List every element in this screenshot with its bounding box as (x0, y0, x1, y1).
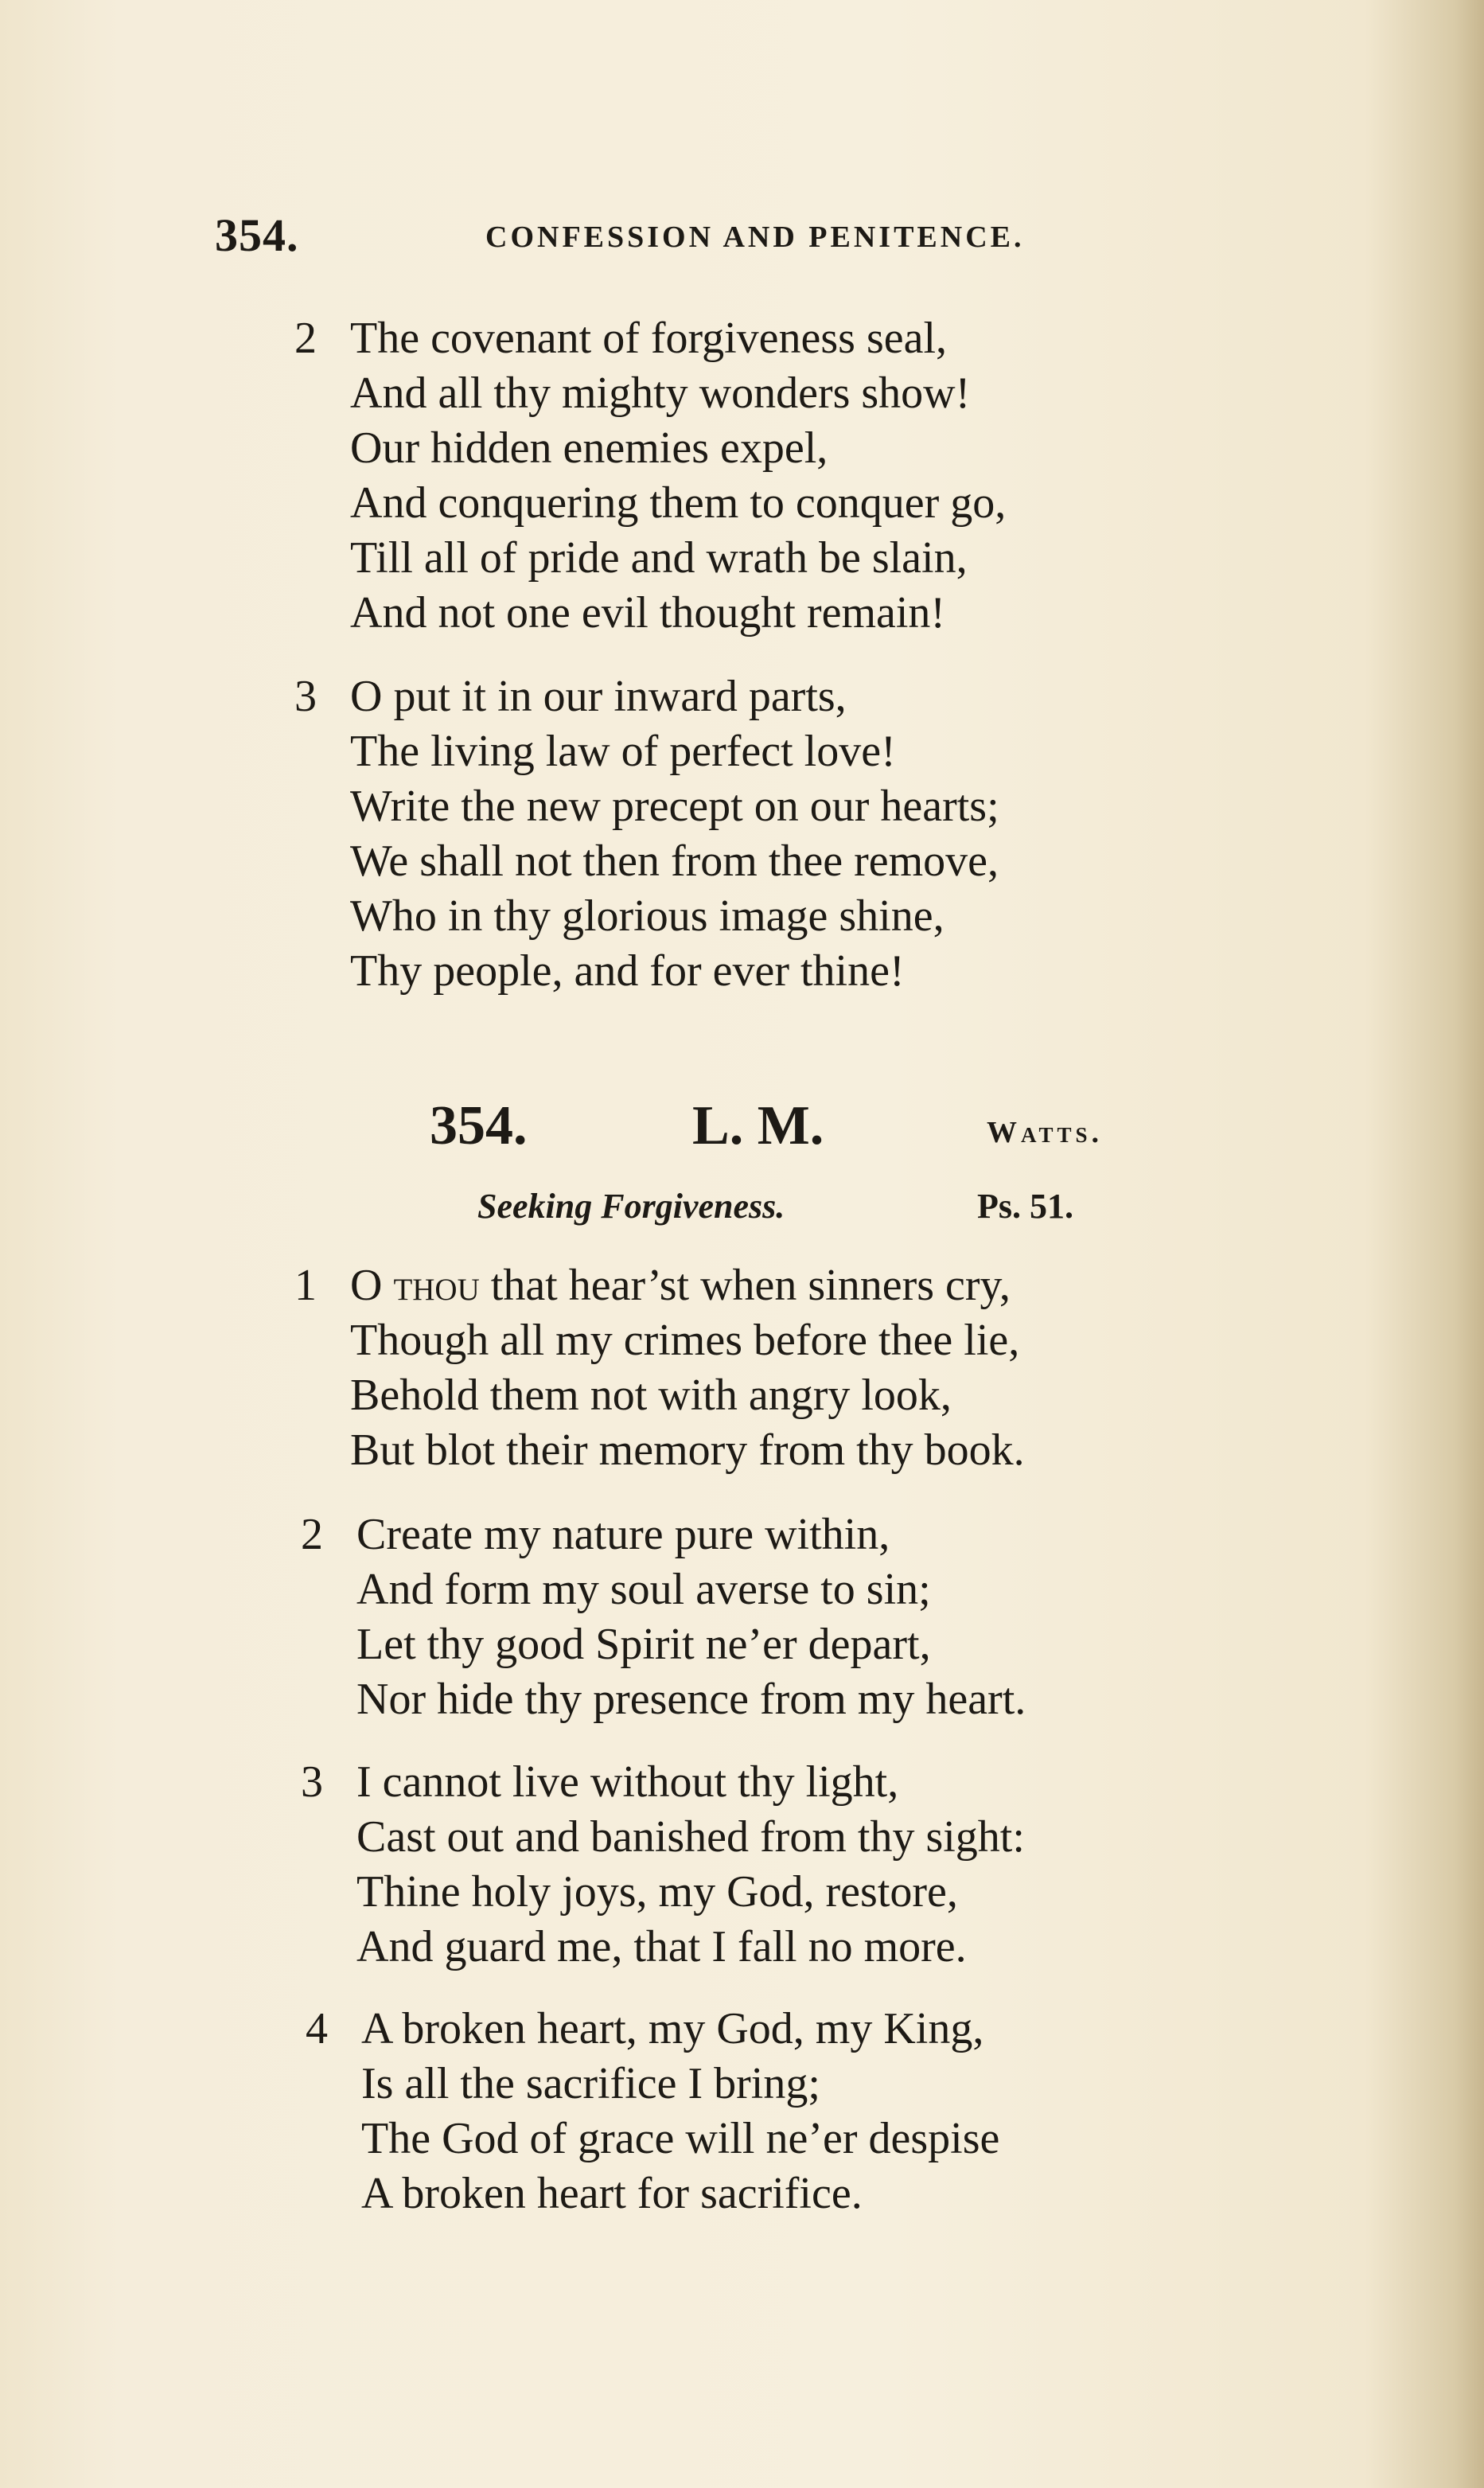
hymn-stanza-1 (294, 1260, 1329, 1483)
hymn-stanza-4 (306, 2003, 1340, 2226)
verse-line: The covenant of forgiveness seal, (350, 314, 948, 363)
first-line-rest: that hear’st when sinners cry, (479, 1261, 1011, 1310)
verse-line: Thine holy joys, my God, restore, (356, 1867, 958, 1917)
page-number: 354. (215, 209, 299, 261)
hymn-subject: Seeking Forgiveness. (477, 1187, 785, 1226)
verse-line: But blot their memory from thy book. (350, 1425, 1025, 1475)
verse-line: Write the new precept on our hearts; (350, 782, 999, 831)
verse-line: Let thy good Spirit ne’er depart, (356, 1620, 931, 1669)
verse-line: Cast out and banished from thy sight: (356, 1812, 1025, 1862)
verse-number: 3 (301, 1757, 323, 1807)
verse-line: The God of grace will ne’er despise (361, 2114, 1000, 2163)
verse-line: And conquering them to conquer go, (350, 478, 1007, 528)
verse-line: O put it in our inward parts, (350, 672, 847, 721)
page-header (215, 209, 1170, 264)
verse-line: Behold them not with angry look, (350, 1371, 952, 1420)
verse-number: 1 (294, 1261, 317, 1310)
verse-line: The living law of perfect love! (350, 727, 896, 776)
verse-line: Though all my crimes before thee lie, (350, 1316, 1020, 1365)
hymn-stanza-2 (301, 1509, 1335, 1732)
opening-words: O thou (350, 1261, 480, 1310)
verse-number: 2 (294, 314, 317, 363)
verse-number: 2 (301, 1510, 323, 1559)
verse-line: Thy people, and for ever thine! (350, 946, 905, 996)
hymn-meter: L. M. (692, 1095, 824, 1156)
verse-line: Nor hide thy presence from my heart. (356, 1675, 1026, 1724)
verse-line-first (350, 1260, 1011, 1311)
verse-line: We shall not then from thee remove, (350, 836, 999, 886)
verse-line: A broken heart for sacrifice. (361, 2169, 863, 2218)
verse-line: And all thy mighty wonders show! (350, 369, 971, 418)
verse-line: Till all of pride and wrath be slain, (350, 533, 968, 583)
hymn-heading (430, 1094, 1225, 1158)
hymn-stanza-3 (301, 1757, 1335, 1979)
hymn-subheading (477, 1186, 1194, 1234)
verse-line: And guard me, that I fall no more. (356, 1922, 967, 1971)
psalm-reference: Ps. 51. (977, 1187, 1073, 1226)
hymn-author: Watts. (987, 1116, 1104, 1149)
verse-line: And form my soul averse to sin; (356, 1565, 931, 1614)
verse-line: I cannot live without thy light, (356, 1757, 899, 1807)
running-title: CONFESSION AND PENITENCE. (485, 220, 1025, 254)
prev-stanza-3 (294, 671, 1249, 1005)
prev-stanza-2 (294, 313, 1249, 647)
verse-line: Who in thy glorious image shine, (350, 891, 945, 941)
verse-line: And not one evil thought remain! (350, 588, 946, 638)
verse-line: A broken heart, my God, my King, (361, 2004, 984, 2053)
verse-number: 3 (294, 672, 317, 721)
verse-line: Is all the sacrifice I bring; (361, 2059, 820, 2108)
verse-line: Create my nature pure within, (356, 1510, 890, 1559)
verse-number: 4 (306, 2004, 328, 2053)
verse-line: Our hidden enemies expel, (350, 423, 828, 473)
hymn-number: 354. (430, 1095, 528, 1156)
